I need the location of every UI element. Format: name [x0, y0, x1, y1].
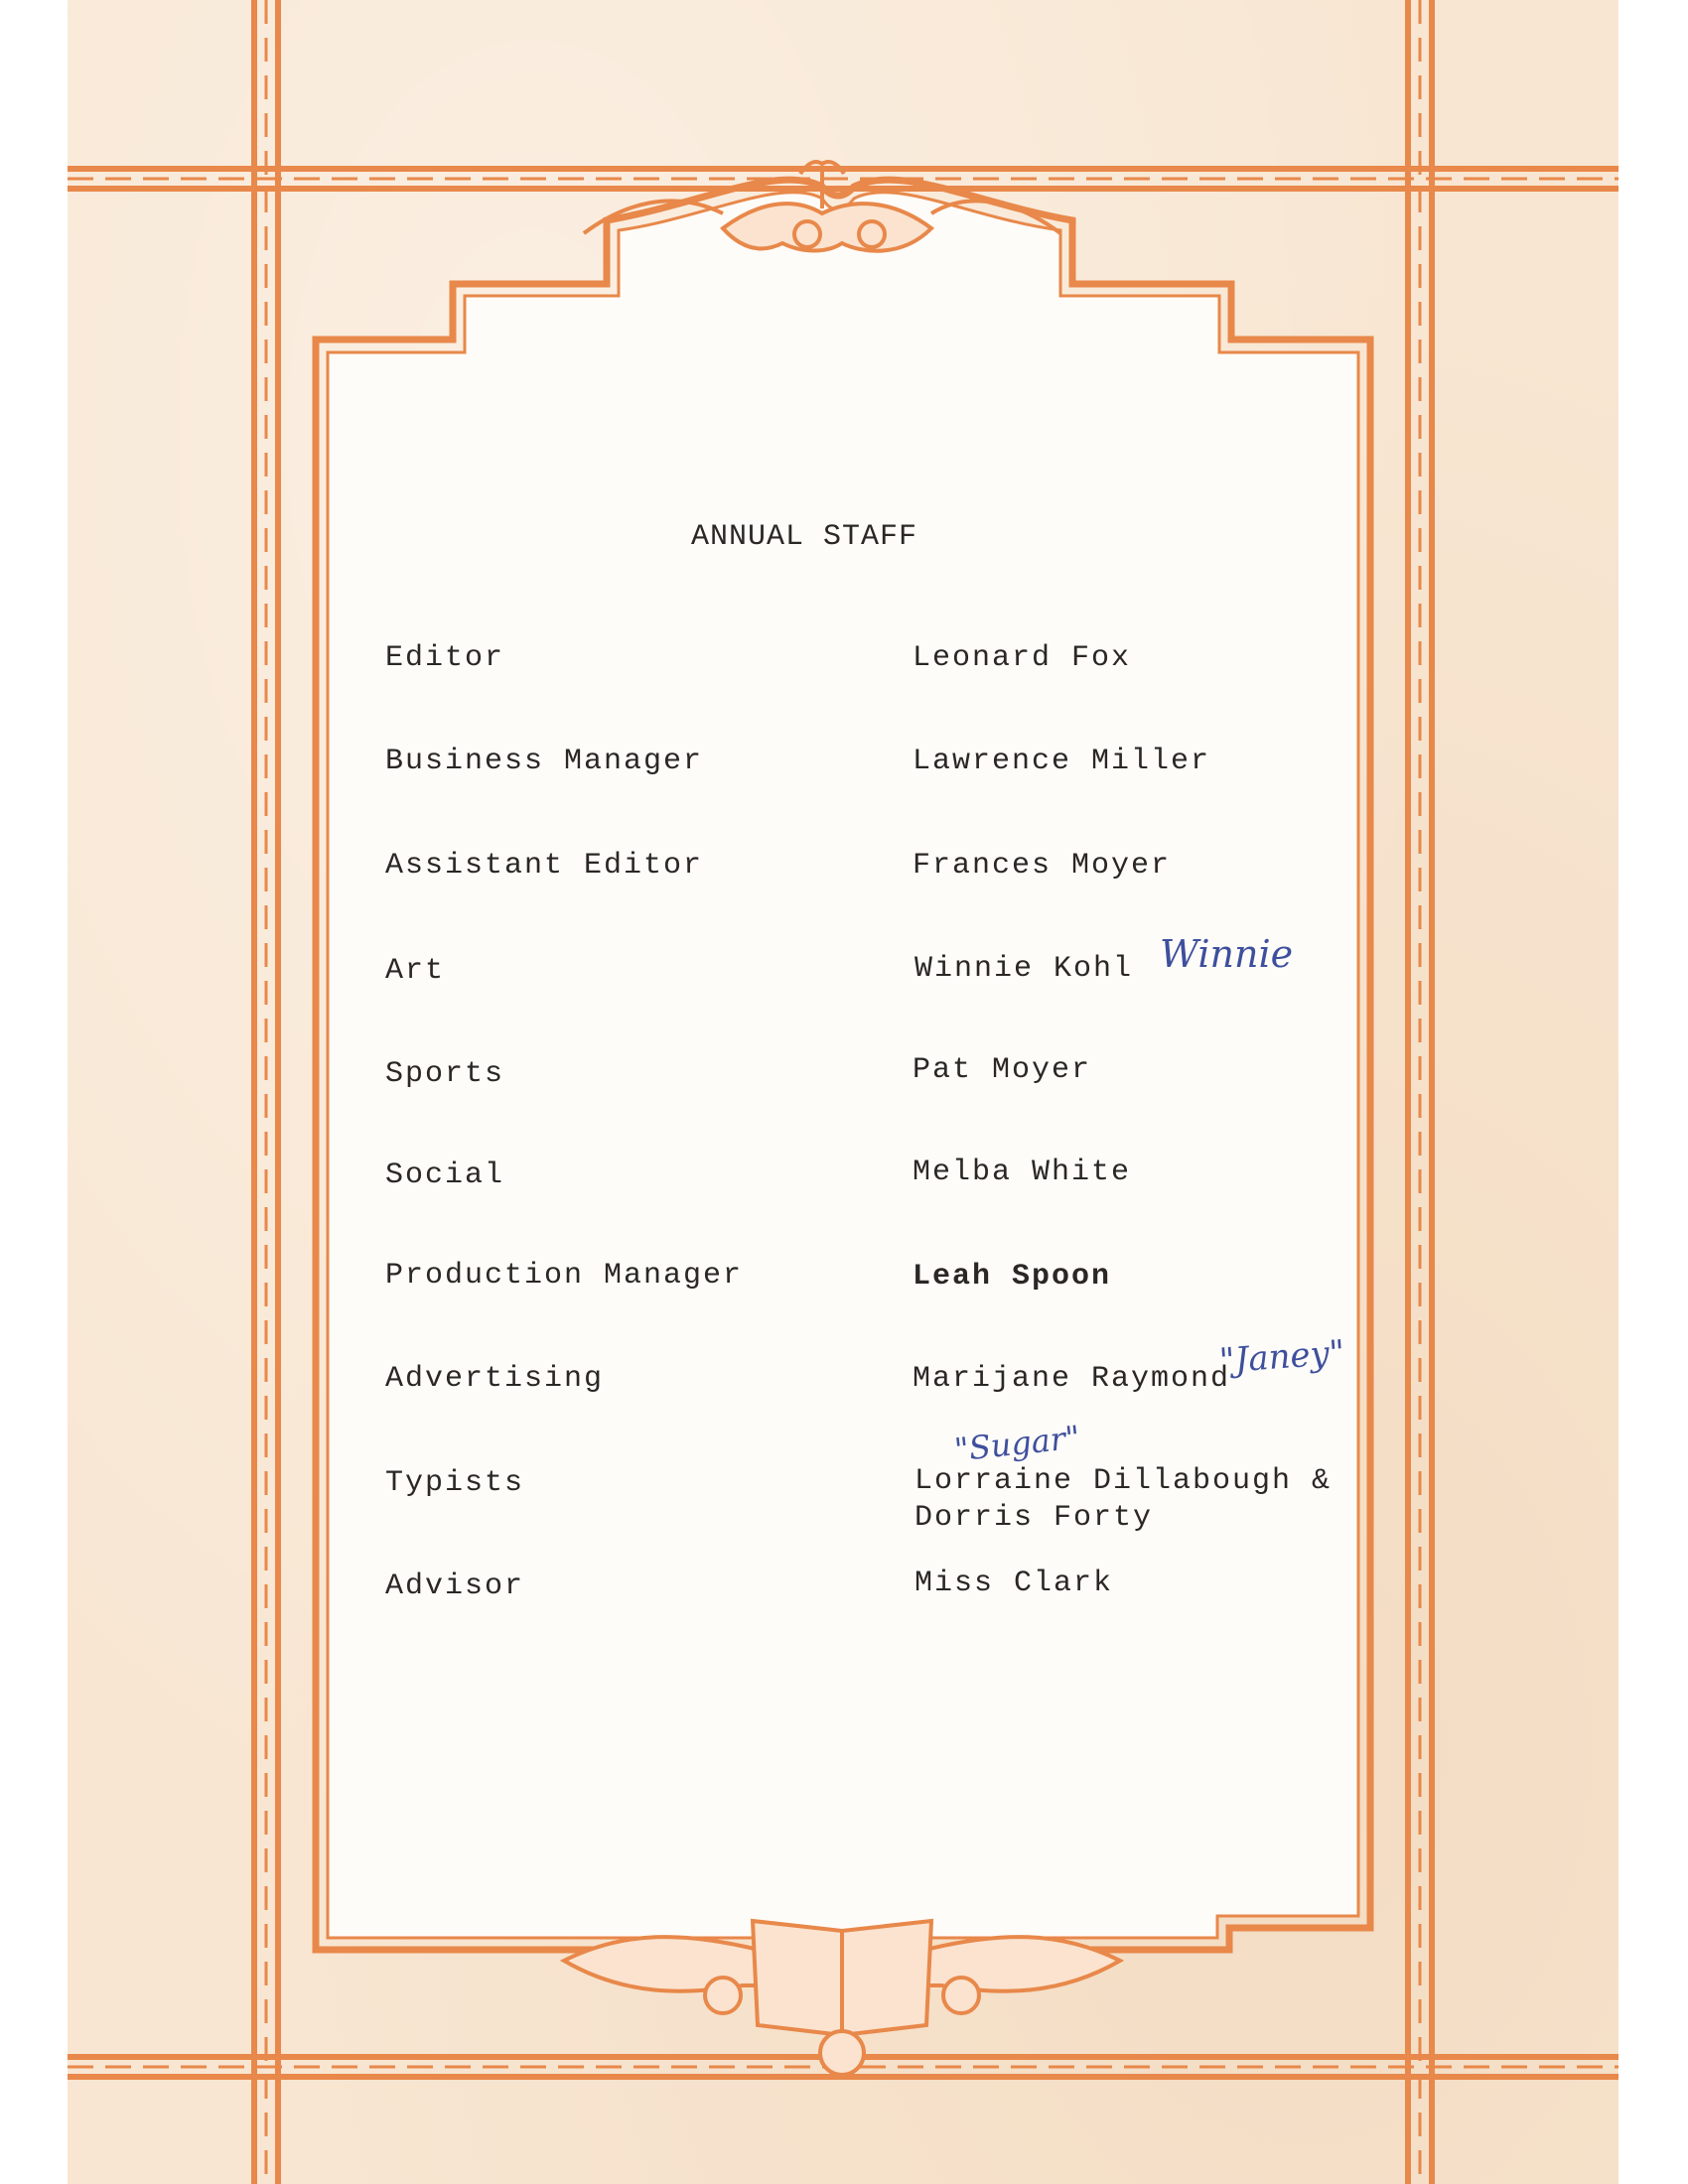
name-typists-line2: Dorris Forty — [914, 1501, 1154, 1535]
role-advertising: Advertising — [385, 1362, 605, 1396]
role-production-manager: Production Manager — [385, 1259, 744, 1293]
name-sports: Pat Moyer — [913, 1053, 1092, 1087]
role-assistant-editor: Assistant Editor — [385, 849, 704, 883]
name-art: Winnie Kohl — [914, 952, 1134, 986]
role-business-manager: Business Manager — [385, 745, 704, 778]
name-business-manager: Lawrence Miller — [913, 745, 1211, 778]
name-production-manager: Leah Spoon — [913, 1260, 1112, 1294]
role-editor: Editor — [385, 641, 505, 675]
name-social: Melba White — [913, 1156, 1132, 1189]
role-art: Art — [385, 954, 446, 988]
handwritten-sugar: "Sugar" — [952, 1418, 1082, 1469]
name-typists-line1: Lorraine Dillabough & — [914, 1464, 1333, 1498]
role-social: Social — [385, 1159, 505, 1192]
name-advisor: Miss Clark — [914, 1567, 1114, 1600]
handwritten-winnie: Winnie — [1160, 932, 1294, 976]
name-editor: Leonard Fox — [913, 641, 1132, 675]
name-typists — [914, 1463, 1332, 1537]
role-advisor: Advisor — [385, 1570, 525, 1603]
page-title: ANNUAL STAFF — [691, 520, 918, 554]
decorative-border — [68, 0, 1618, 2184]
name-assistant-editor: Frances Moyer — [913, 849, 1172, 883]
yearbook-page — [68, 0, 1618, 2184]
name-advertising: Marijane Raymond — [913, 1362, 1231, 1396]
role-sports: Sports — [385, 1057, 505, 1091]
role-typists: Typists — [385, 1466, 525, 1500]
handwritten-janey: "Janey" — [1217, 1332, 1346, 1382]
